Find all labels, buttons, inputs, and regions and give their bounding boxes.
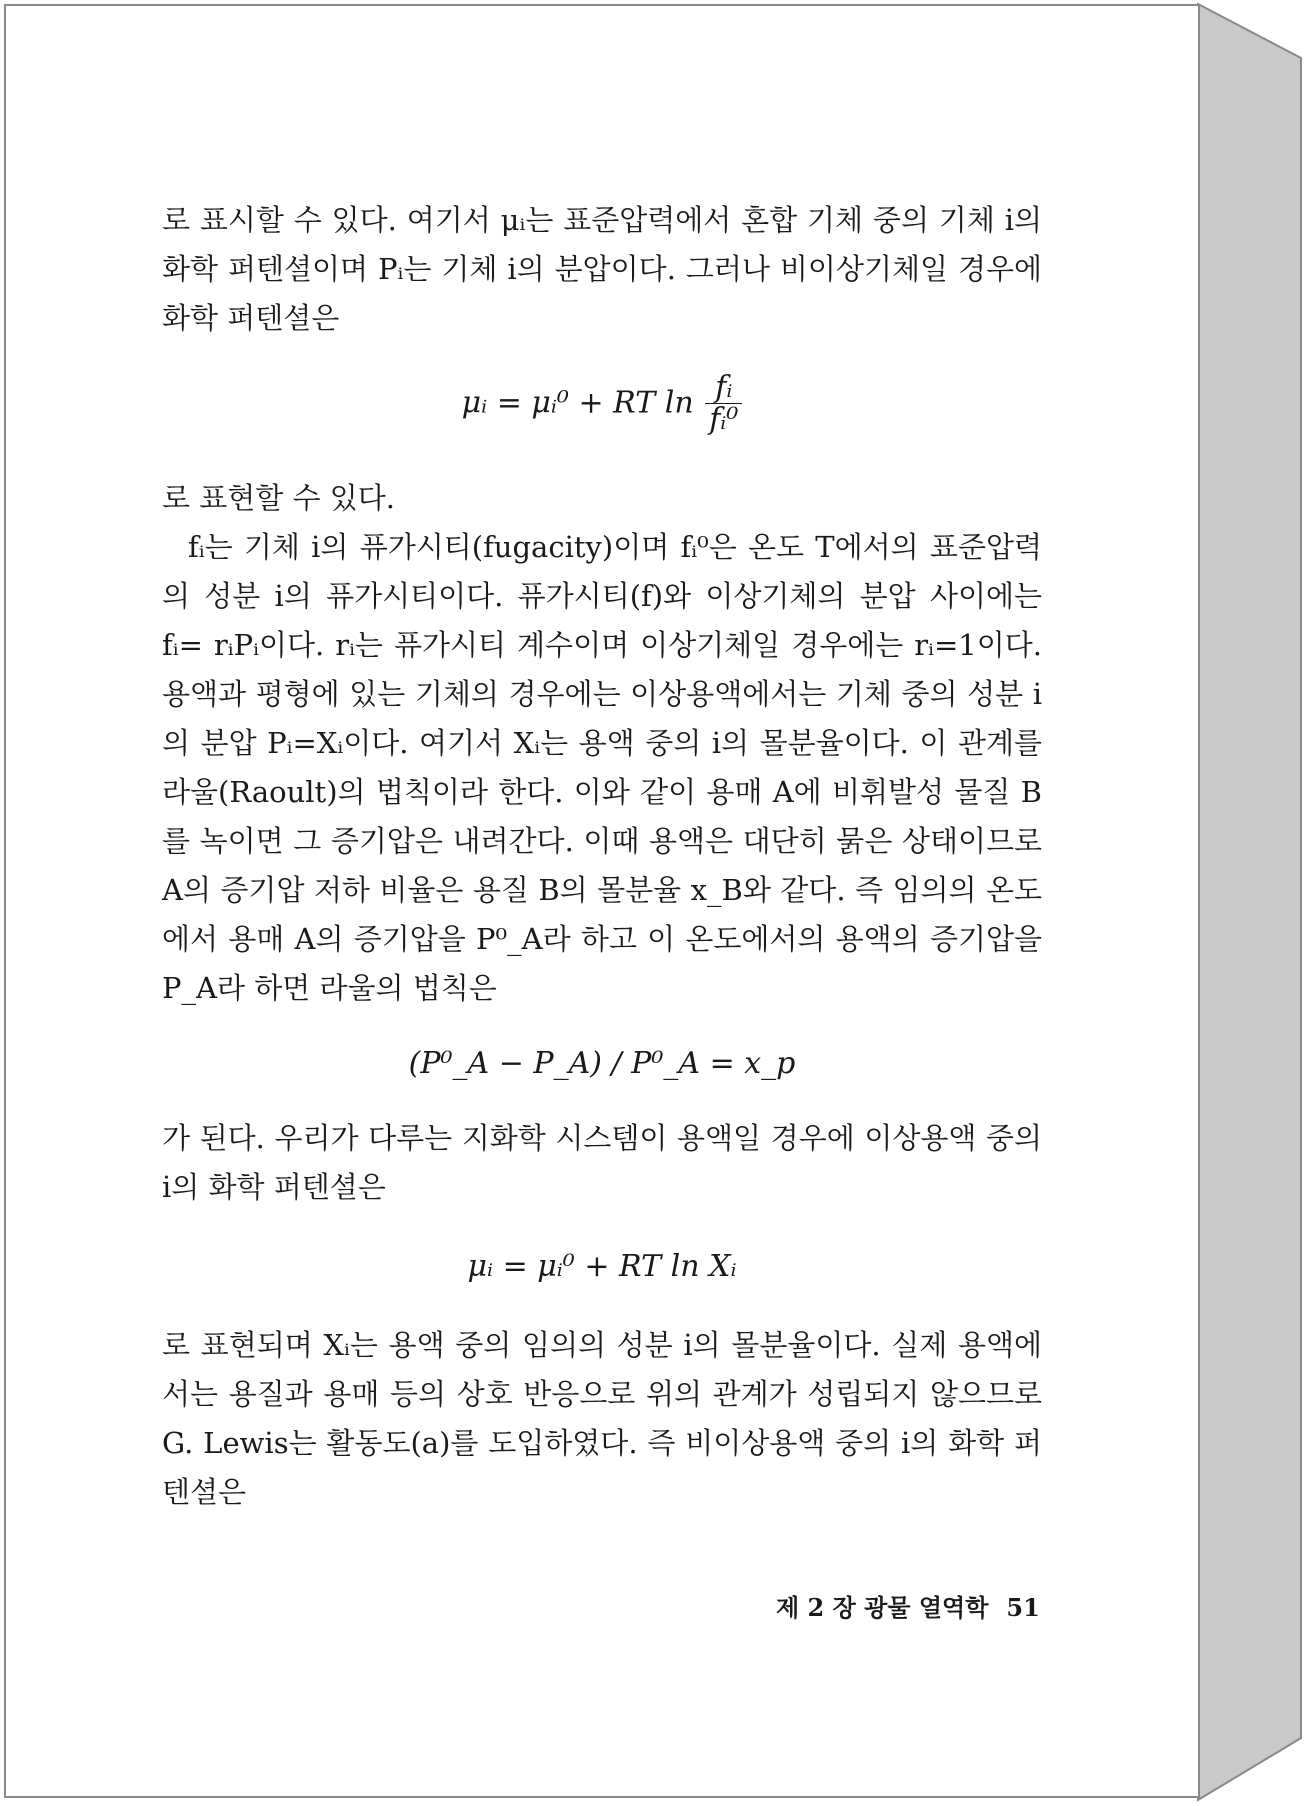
equation-fugacity-fraction <box>705 370 742 437</box>
page-stack-side <box>1198 4 1301 1800</box>
equation-fugacity-numerator: fᵢ <box>705 373 742 404</box>
equation-fugacity-lhs: μᵢ = μᵢ⁰ + RT ln <box>461 385 694 421</box>
page-number: 51 <box>1006 1593 1040 1622</box>
equation-ideal-solution: μᵢ = μᵢ⁰ + RT ln Xᵢ <box>467 1249 737 1284</box>
equation-fugacity-denominator: fᵢ⁰ <box>709 402 739 437</box>
paragraph-ideal-solution: 가 된다. 우리가 다루는 지화학 시스템이 용액일 경우에 이상용액 중의 i의 화학 퍼텐셜은 <box>162 1121 1042 1204</box>
equation-fugacity <box>162 370 1042 437</box>
paragraph-fugacity-expression: 로 표현할 수 있다. <box>162 481 395 515</box>
chapter-title: 제 2 장 광물 열역학 <box>776 1593 989 1622</box>
book-page <box>4 4 1200 1798</box>
equation-raoult-law: (P⁰_A − P_A) / P⁰_A = x_p <box>408 1046 796 1081</box>
paragraph-activity-lewis: 로 표현되며 Xᵢ는 용액 중의 임의의 성분 i의 몰분율이다. 실제 용액에서는 용질과 용매 등의 상호 반응으로 위의 관계가 성립되지 않으므로 G. Lewis는 활동도(a)를 도입하였다. 즉 비이상용액 중의 i의 화학 퍼텐셜은 <box>162 1328 1042 1509</box>
paragraph-fugacity-raoult: fᵢ는 기체 i의 퓨가시티(fugacity)이며 fᵢ⁰은 온도 T에서의 표준압력의 성분 i의 퓨가시티이다. 퓨가시티(f)와 이상기체의 분압 사이에는 fᵢ= rᵢPᵢ이다. rᵢ는 퓨가시티 계수이며 이상기체일 경우에는 rᵢ=1이다. 용액과 평형에 있는 기체의 경우에는 이상용액에서는 기체 중의 성분 i의 분압 Pᵢ=Xᵢ이다. 여기서 Xᵢ는 용액 중의 i의 몰분율이다. 이 관계를 라울(Raoult)의 법칙이라 한다. 이와 같이 용매 A에 비휘발성 물질 B를 녹이면 그 증기압은 내려간다. 이때 용액은 대단히 묽은 상태이므로 A의 증기압 저하 비율은 용질 B의 몰분율 x_B와 같다. 즉 임의의 온도에서 용매 A의 증기압을 P⁰_A라 하고 이 온도에서의 용액의 증기압을 P_A라 하면 라울의 법칙은 <box>162 530 1042 1005</box>
paragraph-chemical-potential-intro: 로 표시할 수 있다. 여기서 μᵢ는 표준압력에서 혼합 기체 중의 기체 i의 화학 퍼텐셜이며 Pᵢ는 기체 i의 분압이다. 그러나 비이상기체일 경우에 화학 퍼텐셜은 <box>162 203 1042 335</box>
page-body <box>162 196 1042 1517</box>
page-footer <box>776 1588 1040 1623</box>
